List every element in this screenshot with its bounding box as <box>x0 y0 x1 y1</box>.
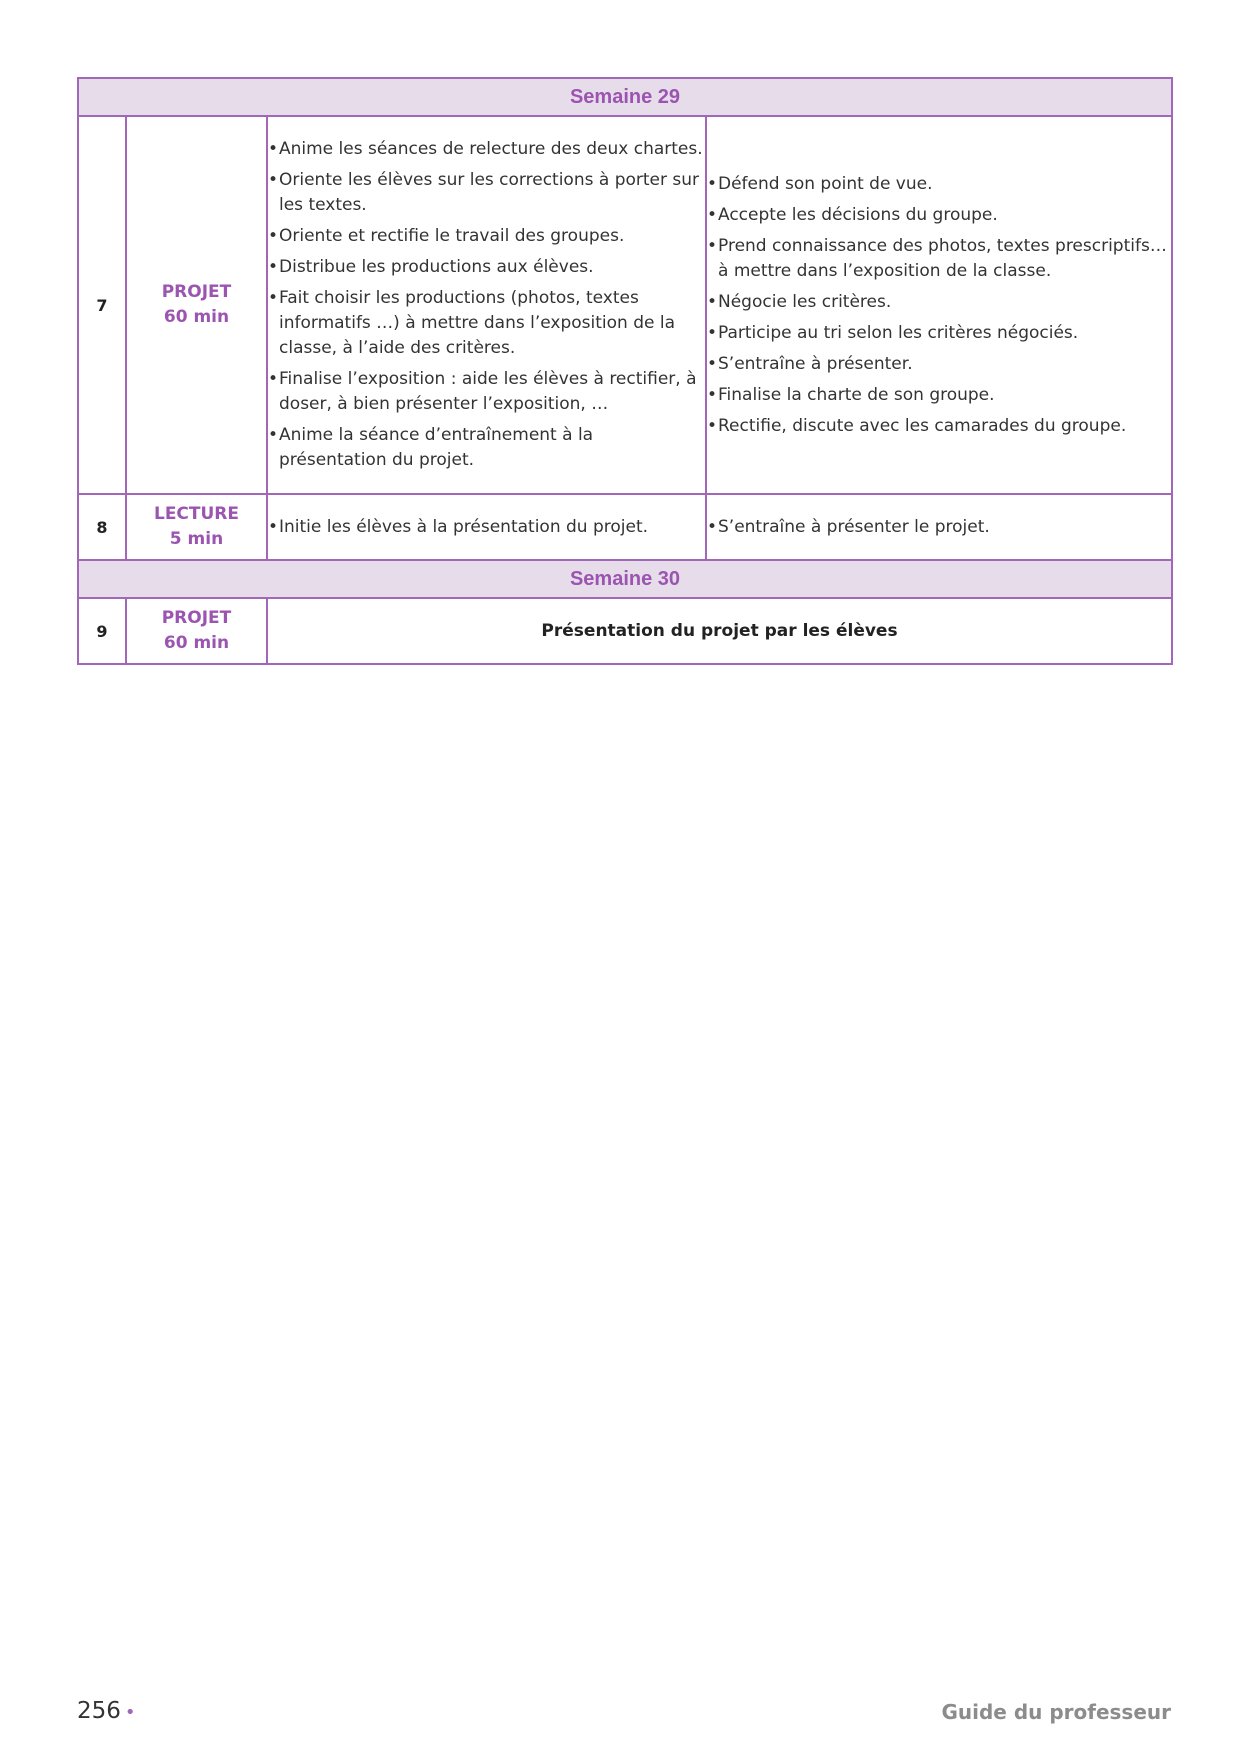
student-activity-item: • Finalise la charte de son groupe. <box>707 383 1171 408</box>
student-activity-item: • Participe au tri selon les critères négociés. <box>707 321 1171 346</box>
student-activity-item: • Prend connaissance des photos, textes prescriptifs… à mettre dans l’exposition de la classe. <box>707 234 1171 284</box>
duration-label: 60 min <box>163 307 230 327</box>
duration-label: 60 min <box>163 633 230 653</box>
teacher-activity-item: • Fait choisir les productions (photos, textes informatifs …) à mettre dans l’exposition de la classe, à l’aide des critères. <box>268 286 705 361</box>
session-subject <box>126 116 267 494</box>
page-number-text: 256 <box>77 1698 121 1724</box>
week-title: Semaine 29 <box>78 78 1172 116</box>
student-activity-item: • S’entraîne à présenter le projet. <box>707 515 1171 540</box>
subject-label: LECTURE <box>153 504 240 524</box>
session-number: 8 <box>78 494 126 560</box>
footer-bullet: • <box>124 1702 136 1723</box>
session-row <box>78 116 1172 494</box>
week-title: Semaine 30 <box>78 560 1172 598</box>
student-activity-item: • Défend son point de vue. <box>707 172 1171 197</box>
student-activity-item: • Rectifie, discute avec les camarades du groupe. <box>707 414 1171 439</box>
teacher-activity-item: • Finalise l’exposition : aide les élèves à rectifier, à doser, à bien présenter l’exposition, … <box>268 367 705 417</box>
subject-label: PROJET <box>161 282 232 302</box>
week-header-row <box>78 560 1172 598</box>
footer-title: Guide du professeur <box>941 1700 1171 1724</box>
session-full-description: Présentation du projet par les élèves <box>267 598 1172 664</box>
teacher-activity-item: • Oriente les élèves sur les corrections à porter sur les textes. <box>268 168 705 218</box>
duration-label: 5 min <box>169 529 224 549</box>
student-activity-item: • S’entraîne à présenter. <box>707 352 1171 377</box>
teacher-activity-item: • Anime les séances de relecture des deux chartes. <box>268 137 705 162</box>
teacher-activities <box>267 116 706 494</box>
student-activity-item: • Accepte les décisions du groupe. <box>707 203 1171 228</box>
session-row <box>78 598 1172 664</box>
student-activities <box>706 494 1172 560</box>
teacher-activity-item: • Oriente et rectifie le travail des groupes. <box>268 224 705 249</box>
teacher-activity-item: • Distribue les productions aux élèves. <box>268 255 705 280</box>
student-activity-item: • Négocie les critères. <box>707 290 1171 315</box>
lesson-plan-table <box>77 77 1173 665</box>
student-activities <box>706 116 1172 494</box>
session-subject <box>126 494 267 560</box>
session-row <box>78 494 1172 560</box>
session-subject <box>126 598 267 664</box>
session-number: 9 <box>78 598 126 664</box>
page-number <box>77 1698 136 1724</box>
teacher-activities <box>267 494 706 560</box>
session-number: 7 <box>78 116 126 494</box>
week-header-row <box>78 78 1172 116</box>
subject-label: PROJET <box>161 608 232 628</box>
teacher-activity-item: • Anime la séance d’entraînement à la présentation du projet. <box>268 423 705 473</box>
teacher-activity-item: • Initie les élèves à la présentation du projet. <box>268 515 705 540</box>
